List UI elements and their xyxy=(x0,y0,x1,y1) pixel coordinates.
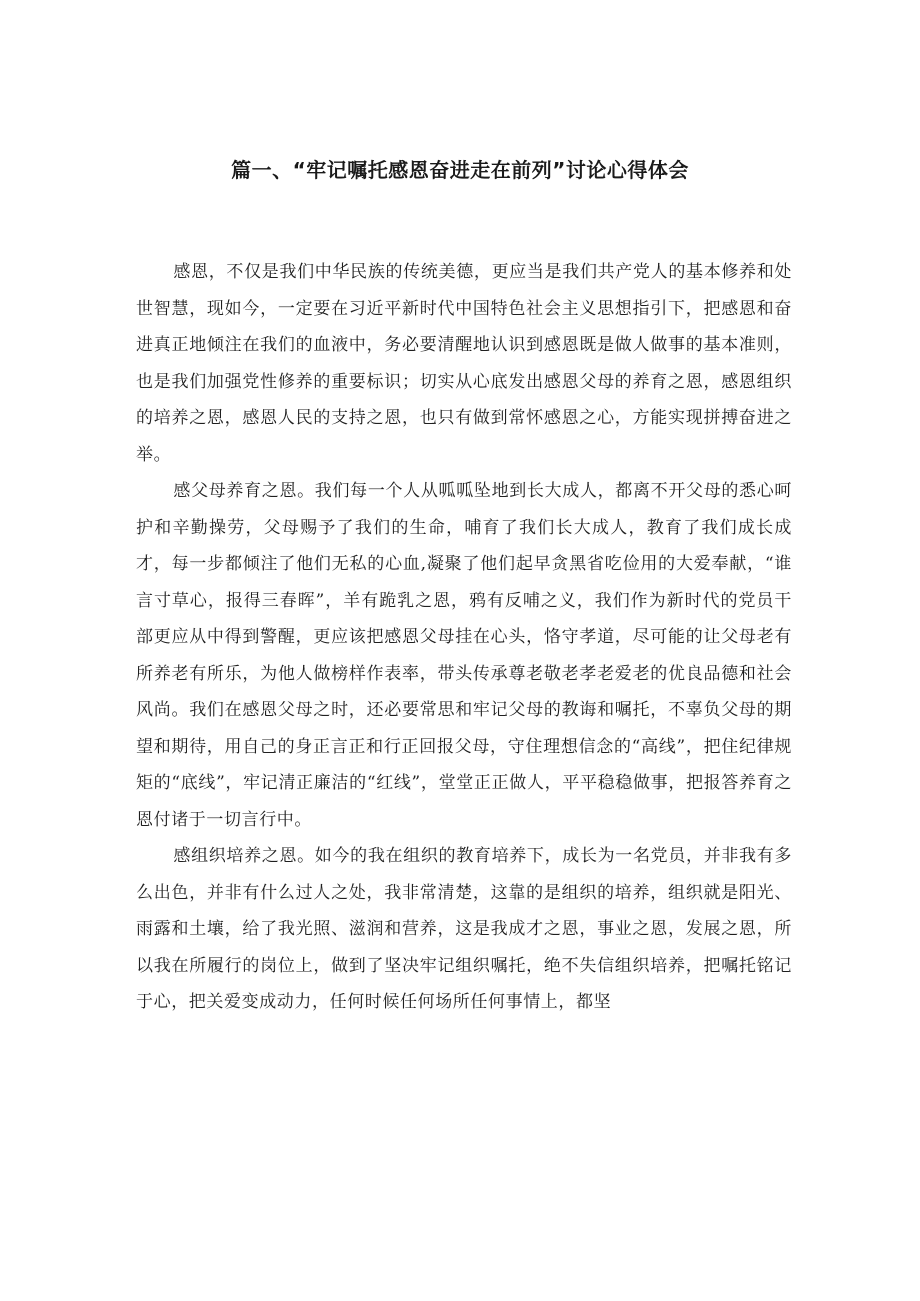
paragraph-organization: 感组织培养之恩。如今的我在组织的教育培养下，成长为一名党员，并非我有多么出色，并非有什么过人之处，我非常清楚，这靠的是组织的培养，组织就是阳光、雨露和土壤，给了我光照、滋润和营养，这是我成才之恩，事业之恩，发展之恩，所以我在所履行的岗位上，做到了坚决牢记组织嘱托，绝不失信组织培养，把嘱托铭记于心，把关爱变成动力，任何时候任何场所任何事情上，都坚 xyxy=(136,846,792,1012)
paragraph-gratitude-intro: 感恩，不仅是我们中华民族的传统美德，更应当是我们共产党人的基本修养和处世智慧，现如今，一定要在习近平新时代中国特色社会主义思想指引下，把感恩和奋进真正地倾注在我们的血液中，务必要清醒地认识到感恩既是做人做事的基本准则，也是我们加强党性修养的重要标识；切实从心底发出感恩父母的养育之恩，感恩组织的培养之恩，感恩人民的支持之恩，也只有做到常怀感恩之心，方能实现拼搏奋进之举。 xyxy=(136,262,792,465)
document-title: 篇一、“牢记嘱托感恩奋进走在前列”讨论心得体会 xyxy=(231,158,689,182)
paragraph-parents: 感父母养育之恩。我们每一个人从呱呱坠地到长大成人，都离不开父母的悉心呵护和辛勤操劳，父母赐予了我们的生命，哺育了我们长大成人，教育了我们成长成才，每一步都倾注了他们无私的心血,凝聚了他们起早贪黑省吃俭用的大爱奉献，“谁言寸草心，报得三春晖”，羊有跪乳之恩，鸦有反哺之义，我们作为新时代的党员干部更应从中得到警醒，更应该把感恩父母挂在心头，恪守孝道，尽可能的让父母老有所养老有所乐，为他人做榜样作表率，带头传承尊老敬老孝老爱老的优良品德和社会风尚。我们在感恩父母之时，还必要常思和牢记父母的教诲和嘱托，不辜负父母的期望和期待，用自己的身正言正和行正回报父母，守住理想信念的“高线”，把住纪律规矩的“底线”，牢记清正廉洁的“红线”，堂堂正正做人，平平稳稳做事，把报答养育之恩付诸于一切言行中。 xyxy=(136,481,792,830)
document-body xyxy=(136,254,792,1021)
